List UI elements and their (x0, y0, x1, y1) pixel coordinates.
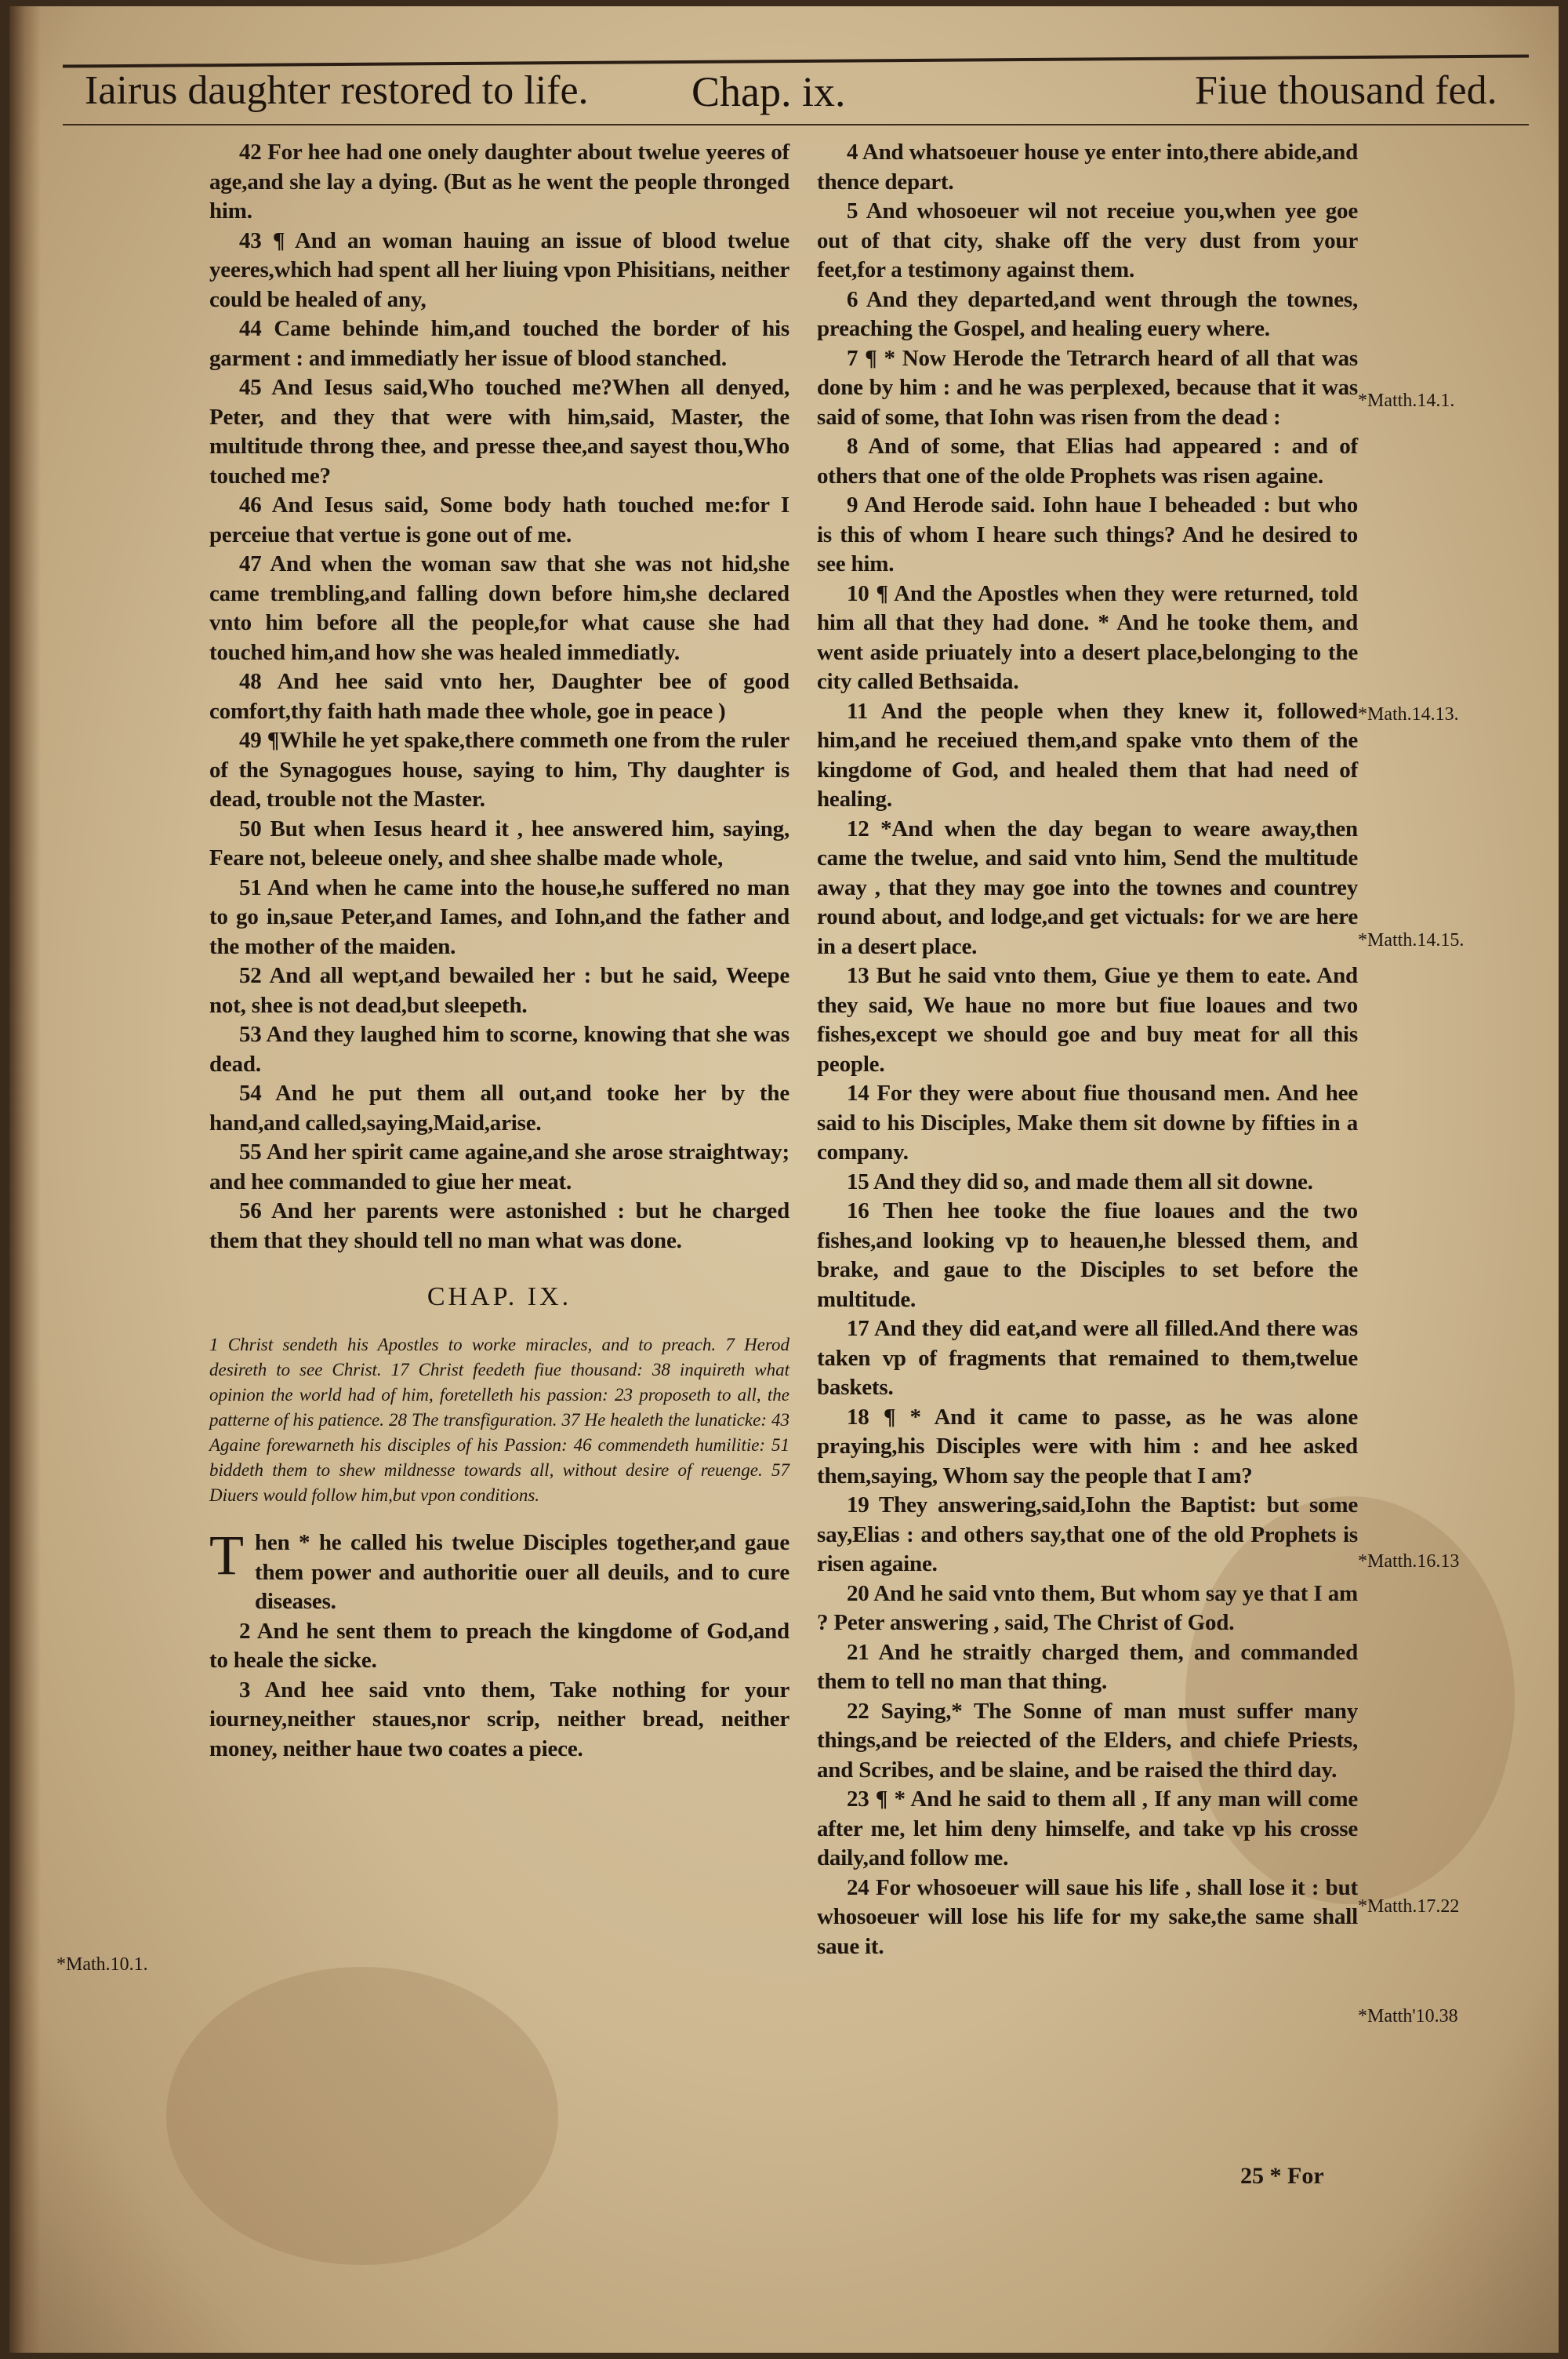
verse: 11 And the people when they knew it, followed him,and he receiued them,and spake vnto them of the kingdome of God, and healed them that had need of healing. (817, 698, 1358, 812)
verse: 19 They answering,said,Iohn the Baptist: but some say,Elias : and others say,that one of the old Prophets is risen againe. (817, 1492, 1358, 1576)
verse: 20 And he said vnto them, But whom say ye that I am ? Peter answering , said, The Christ of God. (817, 1580, 1358, 1635)
verse: 6 And they departed,and went through the townes, preaching the Gospel, and healing euery where. (817, 286, 1358, 341)
verse: 8 And of some, that Elias had appeared : and of others that one of the olde Prophets was risen againe. (817, 434, 1358, 489)
verse-one-text: hen * he called his twelue Disciples together,and gaue them power and authoritie ouer all deuils, and to cure diseases. (255, 1530, 789, 1614)
header-rule (63, 124, 1529, 125)
right-column (817, 138, 1358, 1961)
running-head-chapter: Chap. ix. (691, 68, 846, 115)
verse: 7 ¶ * Now Herode the Tetrarch heard of all that was done by him : and he was perplexed, because that it was said of some, that Iohn was risen from the dead : (817, 345, 1358, 430)
verse: 10 ¶ And the Apostles when they were returned, told him all that they had done. * And he tooke them, and went aside priuately into a desert place,belonging to the city called Bethsaida. (817, 580, 1358, 694)
verse: 49 ¶While he yet spake,there commeth one from the ruler of the Synagogues house, saying to him, Thy daughter is dead, trouble not the Master. (209, 728, 789, 812)
verse: 22 Saying,* The Sonne of man must suffer many things,and be reiected of the Elders, and chiefe Priests, and Scribes, and be slaine, and be raised the third day. (817, 1698, 1358, 1783)
verse: 13 But he said vnto them, Giue ye them to eate. And they said, We haue no more but fiue loaues and two fishes,except we should goe and buy meat for all this people. (817, 963, 1358, 1077)
verse: 14 For they were about fiue thousand men. And hee said to his Disciples, Make them sit downe by fifties in a company. (817, 1081, 1358, 1165)
verse: 47 And when the woman saw that she was not hid,she came trembling,and falling down before him,she declared vnto him before all the people,for what cause she had touched him,and how she was healed immediatly. (209, 551, 789, 665)
verse: 46 And Iesus said, Some body hath touched me:for I perceiue that vertue is gone out of me. (209, 493, 789, 547)
margin-note: *Matth.16.13 (1358, 1551, 1460, 1572)
verse: 55 And her spirit came againe,and she arose straightway; and hee commanded to giue her meat. (209, 1140, 789, 1194)
verse: 24 For whosoeuer will saue his life , shall lose it : but whosoeuer will lose his life for my sake,the same shall saue it. (817, 1874, 1358, 1959)
verse: 54 And he put them all out,and tooke her by the hand,and called,saying,Maid,arise. (209, 1081, 789, 1136)
verse: 17 And they did eat,and were all filled.And there was taken vp of fragments that remained to them,twelue baskets. (817, 1316, 1358, 1400)
verse: 16 Then hee tooke the fiue loaues and the two fishes,and looking vp to heauen,he blessed them, and brake, and gaue to the Disciples to set before the multitude. (817, 1198, 1358, 1312)
verse: 9 And Herode said. Iohn haue I beheaded : but who is this of whom I heare such things? And he desired to see him. (817, 493, 1358, 576)
chapter-summary: 1 Christ sendeth his Apostles to worke miracles, and to preach. 7 Herod desireth to see Christ. 17 Christ feedeth fiue thousand: 38 inquireth what opinion the world had of him, foretelleth his passion: 23 proposeth to all, the patterne of his patience. 28 The transfiguration. 37 He healeth the lunaticke: 43 Againe forewarneth his disciples of his Passion: 46 commendeth humilitie: 51 biddeth them to shew mildnesse towards all, without desire of reuenge. 57 Diuers would follow him,but vpon conditions. (209, 1335, 789, 1505)
running-head-left: Iairus daughter restored to life. (85, 68, 589, 113)
margin-note: *Matth.14.1. (1358, 391, 1455, 411)
margin-note: *Matth.14.15. (1358, 930, 1465, 951)
verse: 44 Came behinde him,and touched the border of his garment : and immediatly her issue of blood stanched. (209, 316, 789, 371)
verse: 3 And hee said vnto them, Take nothing for your iourney,neither staues,nor scrip, neither bread, neither money, neither haue two coates a piece. (209, 1677, 789, 1761)
verse: 56 And her parents were astonished : but he charged them that they should tell no man what was done. (209, 1198, 789, 1253)
verse: 4 And whatsoeuer house ye enter into,there abide,and thence depart. (817, 140, 1358, 194)
verse: 50 But when Iesus heard it , hee answered him, saying, Feare not, beleeue onely, and shee shalbe made whole, (209, 816, 789, 871)
chapter-title: CHAP. IX. (426, 1282, 572, 1311)
verse-one (209, 1524, 789, 1617)
verse: 51 And when he came into the house,he suffered no man to go in,saue Peter,and Iames, and Iohn,and the father and the mother of the maiden. (209, 874, 789, 959)
verse: 5 And whosoeuer wil not receiue you,when yee goe out of that city, shake off the very dust from your feet,for a testimony against them. (817, 198, 1358, 282)
drop-cap: T (209, 1524, 244, 1587)
book-page (9, 6, 1559, 2353)
catchword: 25 * For (1240, 2163, 1324, 2189)
left-column (209, 138, 789, 1764)
verse: 43 ¶ And an woman hauing an issue of blood twelue yeeres,which had spent all her liuing vpon Phisitians, neither could be healed of any, (209, 227, 789, 312)
paper-stain (166, 1967, 558, 2265)
verse: 53 And they laughed him to scorne, knowing that she was dead. (209, 1022, 789, 1077)
verse: 23 ¶ * And he said to them all , If any man will come after me, let him deny himselfe, and take vp his crosse daily,and follow me. (817, 1787, 1358, 1870)
margin-note: *Matth'10.38 (1358, 2006, 1458, 2026)
verse: 42 For hee had one onely daughter about twelue yeeres of age,and she lay a dying. (But as he went the people thronged him. (209, 140, 789, 224)
margin-note: *Math.10.1. (56, 1954, 148, 1975)
margin-note: *Matth.17.22 (1358, 1896, 1460, 1917)
verse: 15 And they did so, and made them all sit downe. (847, 1169, 1313, 1194)
margin-note: *Math.14.13. (1358, 704, 1459, 725)
verse: 18 ¶ * And it came to passe, as he was alone praying,his Disciples were with him : and hee asked them,saying, Whom say the people that I am? (817, 1404, 1358, 1488)
verse: 12 *And when the day began to weare away,then came the twelue, and said vnto him, Send the multitude away , that they may goe into the townes and countrey round about, and lodge,and get victuals: for we are here in a desert place. (817, 816, 1358, 959)
page-gutter-shadow (9, 6, 41, 2353)
top-rule (63, 54, 1529, 67)
verse: 2 And he sent them to preach the kingdome of God,and to heale the sicke. (209, 1618, 789, 1673)
verse: 52 And all wept,and bewailed her : but he said, Weepe not, shee is not dead,but sleepeth. (209, 963, 789, 1018)
verse: 21 And he straitly charged them, and commanded them to tell no man that thing. (817, 1639, 1358, 1694)
running-head-right: Fiue thousand fed. (1195, 68, 1497, 113)
verse: 48 And hee said vnto her, Daughter bee of good comfort,thy faith hath made thee whole, goe in peace ) (209, 669, 789, 724)
verse: 45 And Iesus said,Who touched me?When all denyed, Peter, and they that were with him,said, Master, the multitude throng thee, and presse thee,and sayest thou,Who touched me? (209, 375, 789, 489)
